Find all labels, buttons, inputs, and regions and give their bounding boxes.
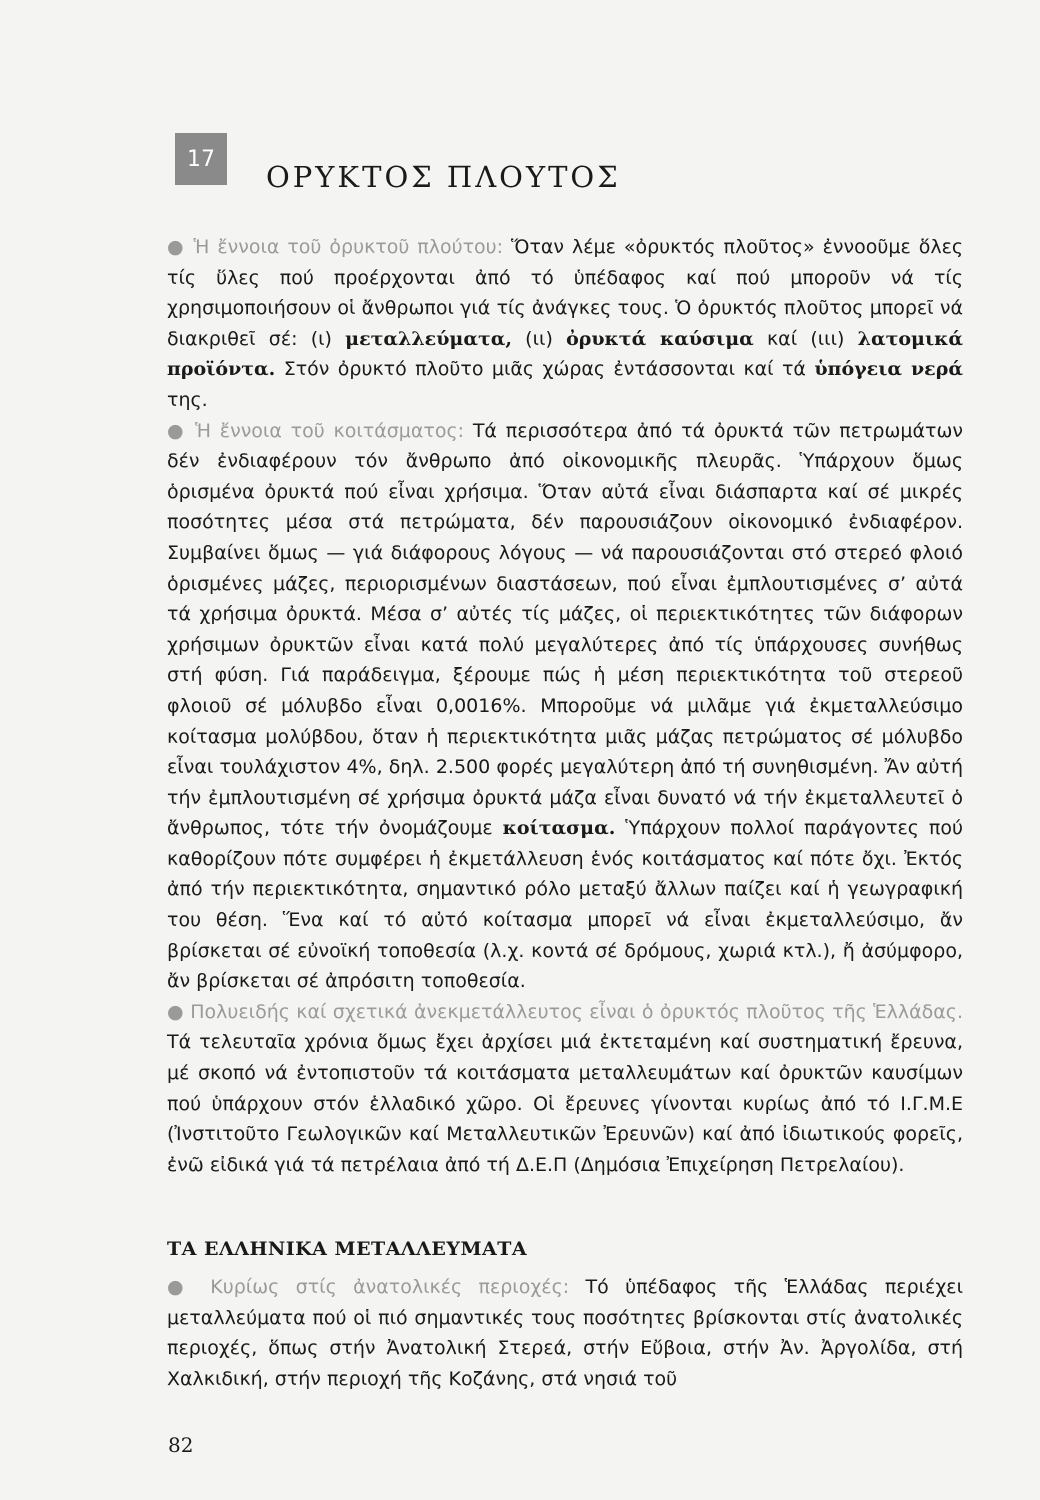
paragraph-text: Στόν ὀρυκτό πλοῦτο μιᾶς χώρας ἐντάσσονται καί τά xyxy=(275,358,815,381)
paragraph-deposit xyxy=(167,416,963,997)
bold-term: κοίτασμα. xyxy=(502,817,616,840)
chapter-title: ΟΡΥΚΤΟΣ ΠΛΟΥΤΟΣ xyxy=(266,160,621,194)
bold-term: λατομικά προϊόντα. xyxy=(167,327,964,381)
bullet-icon: ● xyxy=(167,419,196,442)
chapter-number-badge xyxy=(175,133,227,185)
bold-term: ὀρυκτά καύσιμα xyxy=(566,327,754,350)
paragraph-text: Τά τελευταῖα χρόνια ὅμως ἔχει ἀρχίσει μιά ἐκτεταμένη καί συστηματική ἔρευνα, μέ σκοπό νά ἐντοπιστοῦν τά κοιτάσματα μεταλλευμάτων καί ὀρυκτῶν καυσίμων πού ὑπάρχουν στόν ἑλλαδικό χῶρο. Οἱ ἔρευνες γίνονται κυρίως ἀπό τό Ι.Γ.Μ.Ε (Ἰνστιτοῦτο Γεωλογικῶν καί Μεταλλευτικῶν Ἐρευνῶν) καί ἀπό ἰδιωτικούς φορεῖς, ἐνῶ εἰδικά γιά τά πετρέλαια ἀπό τή Δ.Ε.Π (Δημόσια Ἐπιχείρηση Πετρελαίου). xyxy=(167,1031,963,1176)
body-text-section-2 xyxy=(167,1272,963,1394)
paragraph-text: Τό ὑπέδαφος τῆς Ἑλλάδας περιέχει μεταλλεύματα πού οἱ πιό σημαντικές τους ποσότητες βρίσκονται στίς ἀνατολικές περιοχές, ὅπως στήν Ἀνατολική Στερεά, στήν Εὔβοια, στήν Ἀν. Ἀργολίδα, στή Χαλκιδική, στήν περιοχή τῆς Κοζάνης, στά νησιά τοῦ xyxy=(167,1276,964,1390)
paragraph-greek-wealth xyxy=(167,997,963,1181)
bold-term: μεταλλεύματα, xyxy=(345,327,512,350)
bold-term: ὑπόγεια νερά xyxy=(814,358,963,381)
paragraph-text: Ὑπάρχουν πολλοί παράγοντες πού καθορίζουν πότε συμφέρει ἡ ἐκμετάλλευση ἑνός κοιτάσματος καί πότε ὄχι. Ἐκτός ἀπό τήν περιεκτικότητα, σημαντικό ρόλο μεταξύ ἄλλων παίζει καί ἡ γεωγραφική του θέση. Ἕνα καί τό αὐτό κοίτασμα μπορεῖ νά εἶναι ἐκμεταλλεύσιμο, ἄν βρίσκεται σέ εὐνοϊκή τοποθεσία (λ.χ. κοντά σέ δρόμους, χωριά κτλ.), ἤ ἀσύμφορο, ἄν βρίσκεται σέ ἀπρόσιτη τοποθεσία. xyxy=(167,817,963,993)
paragraph-text: της. xyxy=(167,388,208,411)
page-number: 82 xyxy=(168,1433,194,1457)
paragraph-lead: Πολυειδής καί σχετικά ἀνεκμετάλλευτος εἶναι ὁ ὀρυκτός πλοῦτος τῆς Ἑλλάδας. xyxy=(190,1000,963,1023)
paragraph-lead: Κυρίως στίς ἀνατολικές περιοχές: xyxy=(210,1276,570,1298)
body-text-section-1 xyxy=(167,232,963,1180)
paragraph-mineral-wealth xyxy=(167,232,963,416)
section-heading: ΤΑ ΕΛΛΗΝΙΚΑ ΜΕΤΑΛΛΕΥΜΑΤΑ xyxy=(167,1238,528,1260)
paragraph-lead: Ἡ ἔννοια τοῦ κοιτάσματος: xyxy=(195,419,465,442)
paragraph-text: Τά περισσότερα ἀπό τά ὀρυκτά τῶν πετρωμάτων δέν ἐνδιαφέρουν τόν ἄνθρωπο ἀπό οἰκονομικῆς πλευρᾶς. Ὑπάρχουν ὅμως ὁρισμένα ὀρυκτά πού εἶναι χρήσιμα. Ὅταν αὐτά εἶναι διάσπαρτα καί σέ μικρές ποσότητες μέσα στά πετρώματα, δέν παρουσιάζουν οἰκονομικό ἐνδιαφέρον. Συμβαίνει ὅμως — γιά διάφορους λόγους — νά παρουσιάζονται στό στερεό φλοιό ὁρισμένες μάζες, περιορισμένων διαστάσεων, πού εἶναι ἐμπλουτισμένες σ’ αὐτά τά χρήσιμα ὀρυκτά. Μέσα σ’ αὐτές τίς μάζες, οἱ περιεκτικότητες τῶν διάφορων χρήσιμων ὀρυκτῶν εἶναι κατά πολύ μεγαλύτερες ἀπό τίς ὑπάρχουσες συνήθως στή φύση. Γιά παράδειγμα, ξέρουμε πώς ἡ μέση περιεκτικότητα τοῦ στερεοῦ φλοιοῦ σέ μόλυβδο εἶναι 0,0016%. Μποροῦμε νά μιλᾶμε γιά ἐκμεταλλεύσιμο κοίτασμα μολύβδου, ὅταν ἡ περιεκτικότητα μιᾶς μάζας πετρώματος σέ μόλυβδο εἶναι τουλάχιστον 4%, δηλ. 2.500 φορές μεγαλύτερη ἀπό τή συνηθισμένη. Ἄν αὐτή τήν ἐμπλουτισμένη σέ χρήσιμα ὀρυκτά μάζα εἶναι δυνατό νά τήν ἐκμεταλλευτεῖ ὁ ἄνθρωπος, τότε τήν ὀνομάζουμε xyxy=(167,419,963,840)
paragraph-eastern-regions xyxy=(167,1272,963,1394)
bullet-icon: ● xyxy=(167,1276,211,1298)
paragraph-text: καί (ιιι) xyxy=(753,327,858,350)
bullet-icon: ● xyxy=(167,236,194,258)
paragraph-text: Ὅταν λέμε «ὀρυκτός πλοῦτος» ἐννοοῦμε ὅλες τίς ὕλες πού προέρχονται ἀπό τό ὑπέδαφος καί πού μποροῦν νά τίς χρησιμοποιήσουν οἱ ἄνθρωποι γιά τίς ἀνάγκες τους. Ὁ ὀρυκτός πλοῦτος μπορεῖ νά διακριθεῖ σέ: (ι) xyxy=(167,236,963,350)
bullet-icon: ● xyxy=(167,1000,191,1023)
paragraph-lead: Ἡ ἔννοια τοῦ ὀρυκτοῦ πλούτου: xyxy=(193,236,504,258)
paragraph-text: (ιι) xyxy=(511,327,567,350)
chapter-number: 17 xyxy=(187,146,215,172)
